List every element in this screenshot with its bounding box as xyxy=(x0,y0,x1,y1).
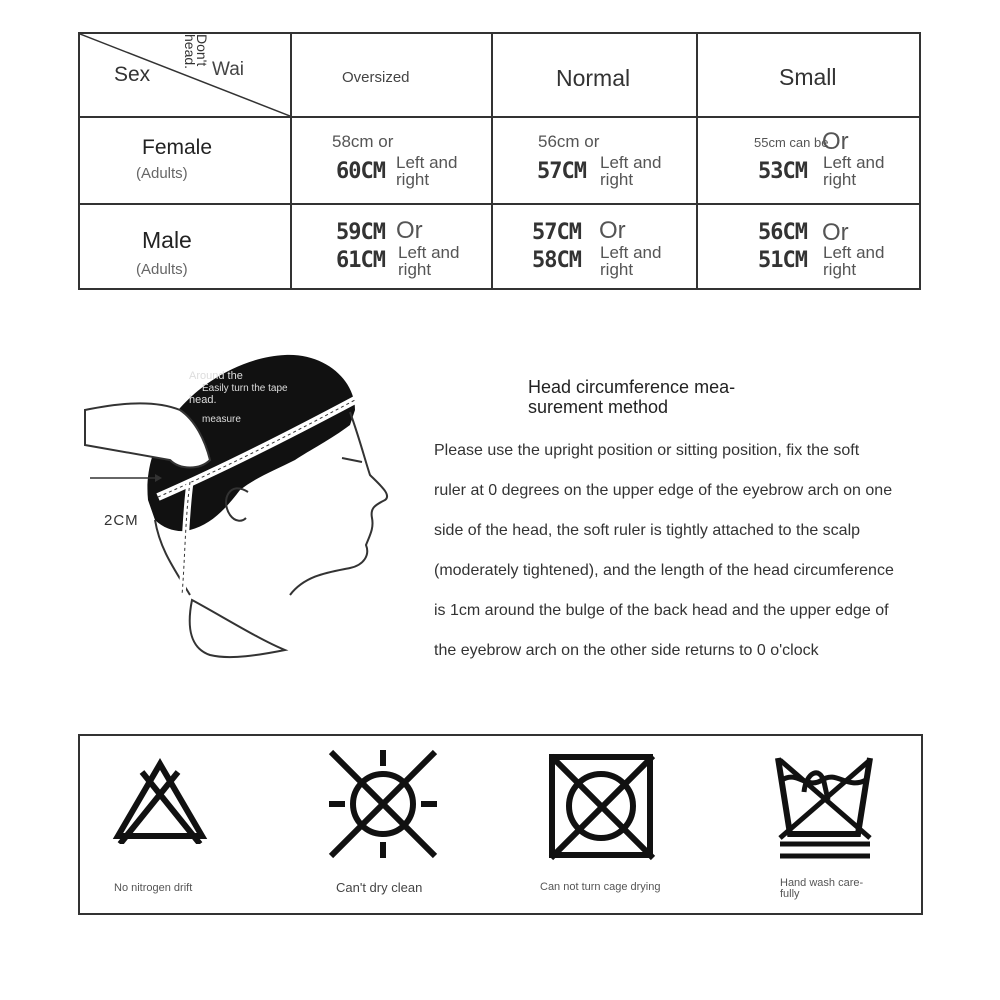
rotated-header: Don't head. xyxy=(182,34,210,70)
suffix-bottom: right xyxy=(823,260,857,279)
easily-label: Easily turn the tape xyxy=(202,383,288,394)
label-line: Hand wash care- xyxy=(780,877,864,889)
no-bleach-icon xyxy=(112,758,208,844)
male-oversized-line2: 61CM xyxy=(336,248,385,273)
title-line: surement method xyxy=(528,397,669,417)
male-age: (Adults) xyxy=(136,261,188,278)
around-label: Around the xyxy=(189,370,243,382)
female-label: Female xyxy=(142,136,213,159)
suffix-bottom: right xyxy=(398,260,432,279)
male-small-or: Or xyxy=(822,219,849,246)
instruction-line: is 1cm around the bulge of the back head and the upper edge of xyxy=(434,602,889,619)
label-line: fully xyxy=(780,888,800,900)
table-divider xyxy=(80,116,919,118)
size-table xyxy=(78,32,921,290)
measurement-title xyxy=(528,377,735,417)
suffix-top: Left and xyxy=(600,243,662,262)
table-divider xyxy=(80,203,919,205)
wai-header: Wai xyxy=(212,59,245,80)
measurement-instructions xyxy=(434,431,934,671)
hand-wash-icon xyxy=(772,752,878,864)
table-divider xyxy=(491,34,493,288)
hand-wash-label xyxy=(780,878,863,900)
male-normal-line2: 58CM xyxy=(532,248,581,273)
instruction-line: (moderately tightened), and the length of the head circumference xyxy=(434,562,894,579)
suffix-bottom: right xyxy=(600,170,634,189)
suffix-top: Left and xyxy=(823,153,885,172)
oversized-header: Oversized xyxy=(342,69,410,86)
suffix-bottom: right xyxy=(396,170,430,189)
female-normal-line2: 57CM xyxy=(537,159,586,184)
female-oversized-line2: 60CM xyxy=(336,159,385,184)
no-tumble-dry-icon xyxy=(547,752,659,864)
instruction-line: Please use the upright position or sitting position, fix the soft xyxy=(434,442,860,459)
female-age: (Adults) xyxy=(136,165,188,182)
female-small-line1: 55cm can be xyxy=(754,135,829,150)
male-small-line1: 56CM xyxy=(758,220,807,245)
female-small-suffix xyxy=(823,154,884,188)
instruction-line: side of the head, the soft ruler is tightly attached to the scalp xyxy=(434,522,861,539)
male-oversized-or: Or xyxy=(396,217,423,244)
offset-label: 2CM xyxy=(104,512,139,529)
male-small-suffix xyxy=(823,244,884,278)
female-oversized-line1: 58cm or xyxy=(332,132,394,151)
no-dry-clean-icon xyxy=(325,746,441,862)
no-dry-clean-label: Can't dry clean xyxy=(336,880,423,895)
suffix-bottom: right xyxy=(600,260,634,279)
male-oversized-suffix xyxy=(398,244,459,278)
suffix-top: Left and xyxy=(396,153,458,172)
male-oversized-line1: 59CM xyxy=(336,220,385,245)
male-normal-or: Or xyxy=(599,217,626,244)
female-oversized-suffix xyxy=(396,154,457,188)
small-header: Small xyxy=(779,64,837,90)
table-divider xyxy=(696,34,698,288)
suffix-bottom: right xyxy=(823,170,857,189)
male-normal-line1: 57CM xyxy=(532,220,581,245)
instruction-line: ruler at 0 degrees on the upper edge of the eyebrow arch on one xyxy=(434,482,893,499)
male-label: Male xyxy=(142,227,192,253)
female-small-line2: 53CM xyxy=(758,159,807,184)
title-line: Head circumference mea- xyxy=(528,377,736,397)
no-bleach-label: No nitrogen drift xyxy=(114,882,193,894)
male-small-line2: 51CM xyxy=(758,248,807,273)
care-instructions xyxy=(78,734,923,915)
suffix-top: Left and xyxy=(823,243,885,262)
female-normal-suffix xyxy=(600,154,661,188)
female-normal-line1: 56cm or xyxy=(538,132,600,151)
suffix-top: Left and xyxy=(600,153,662,172)
normal-header: Normal xyxy=(556,65,631,91)
no-tumble-dry-label: Can not turn cage drying xyxy=(540,881,661,893)
male-normal-suffix xyxy=(600,244,661,278)
female-small-or: Or xyxy=(822,128,849,155)
table-divider xyxy=(290,34,292,288)
sex-header: Sex xyxy=(114,63,151,86)
instruction-line: the eyebrow arch on the other side returns to 0 o'clock xyxy=(434,642,819,659)
suffix-top: Left and xyxy=(398,243,460,262)
head-label: head. xyxy=(189,394,217,406)
measure-label: measure xyxy=(202,414,241,425)
